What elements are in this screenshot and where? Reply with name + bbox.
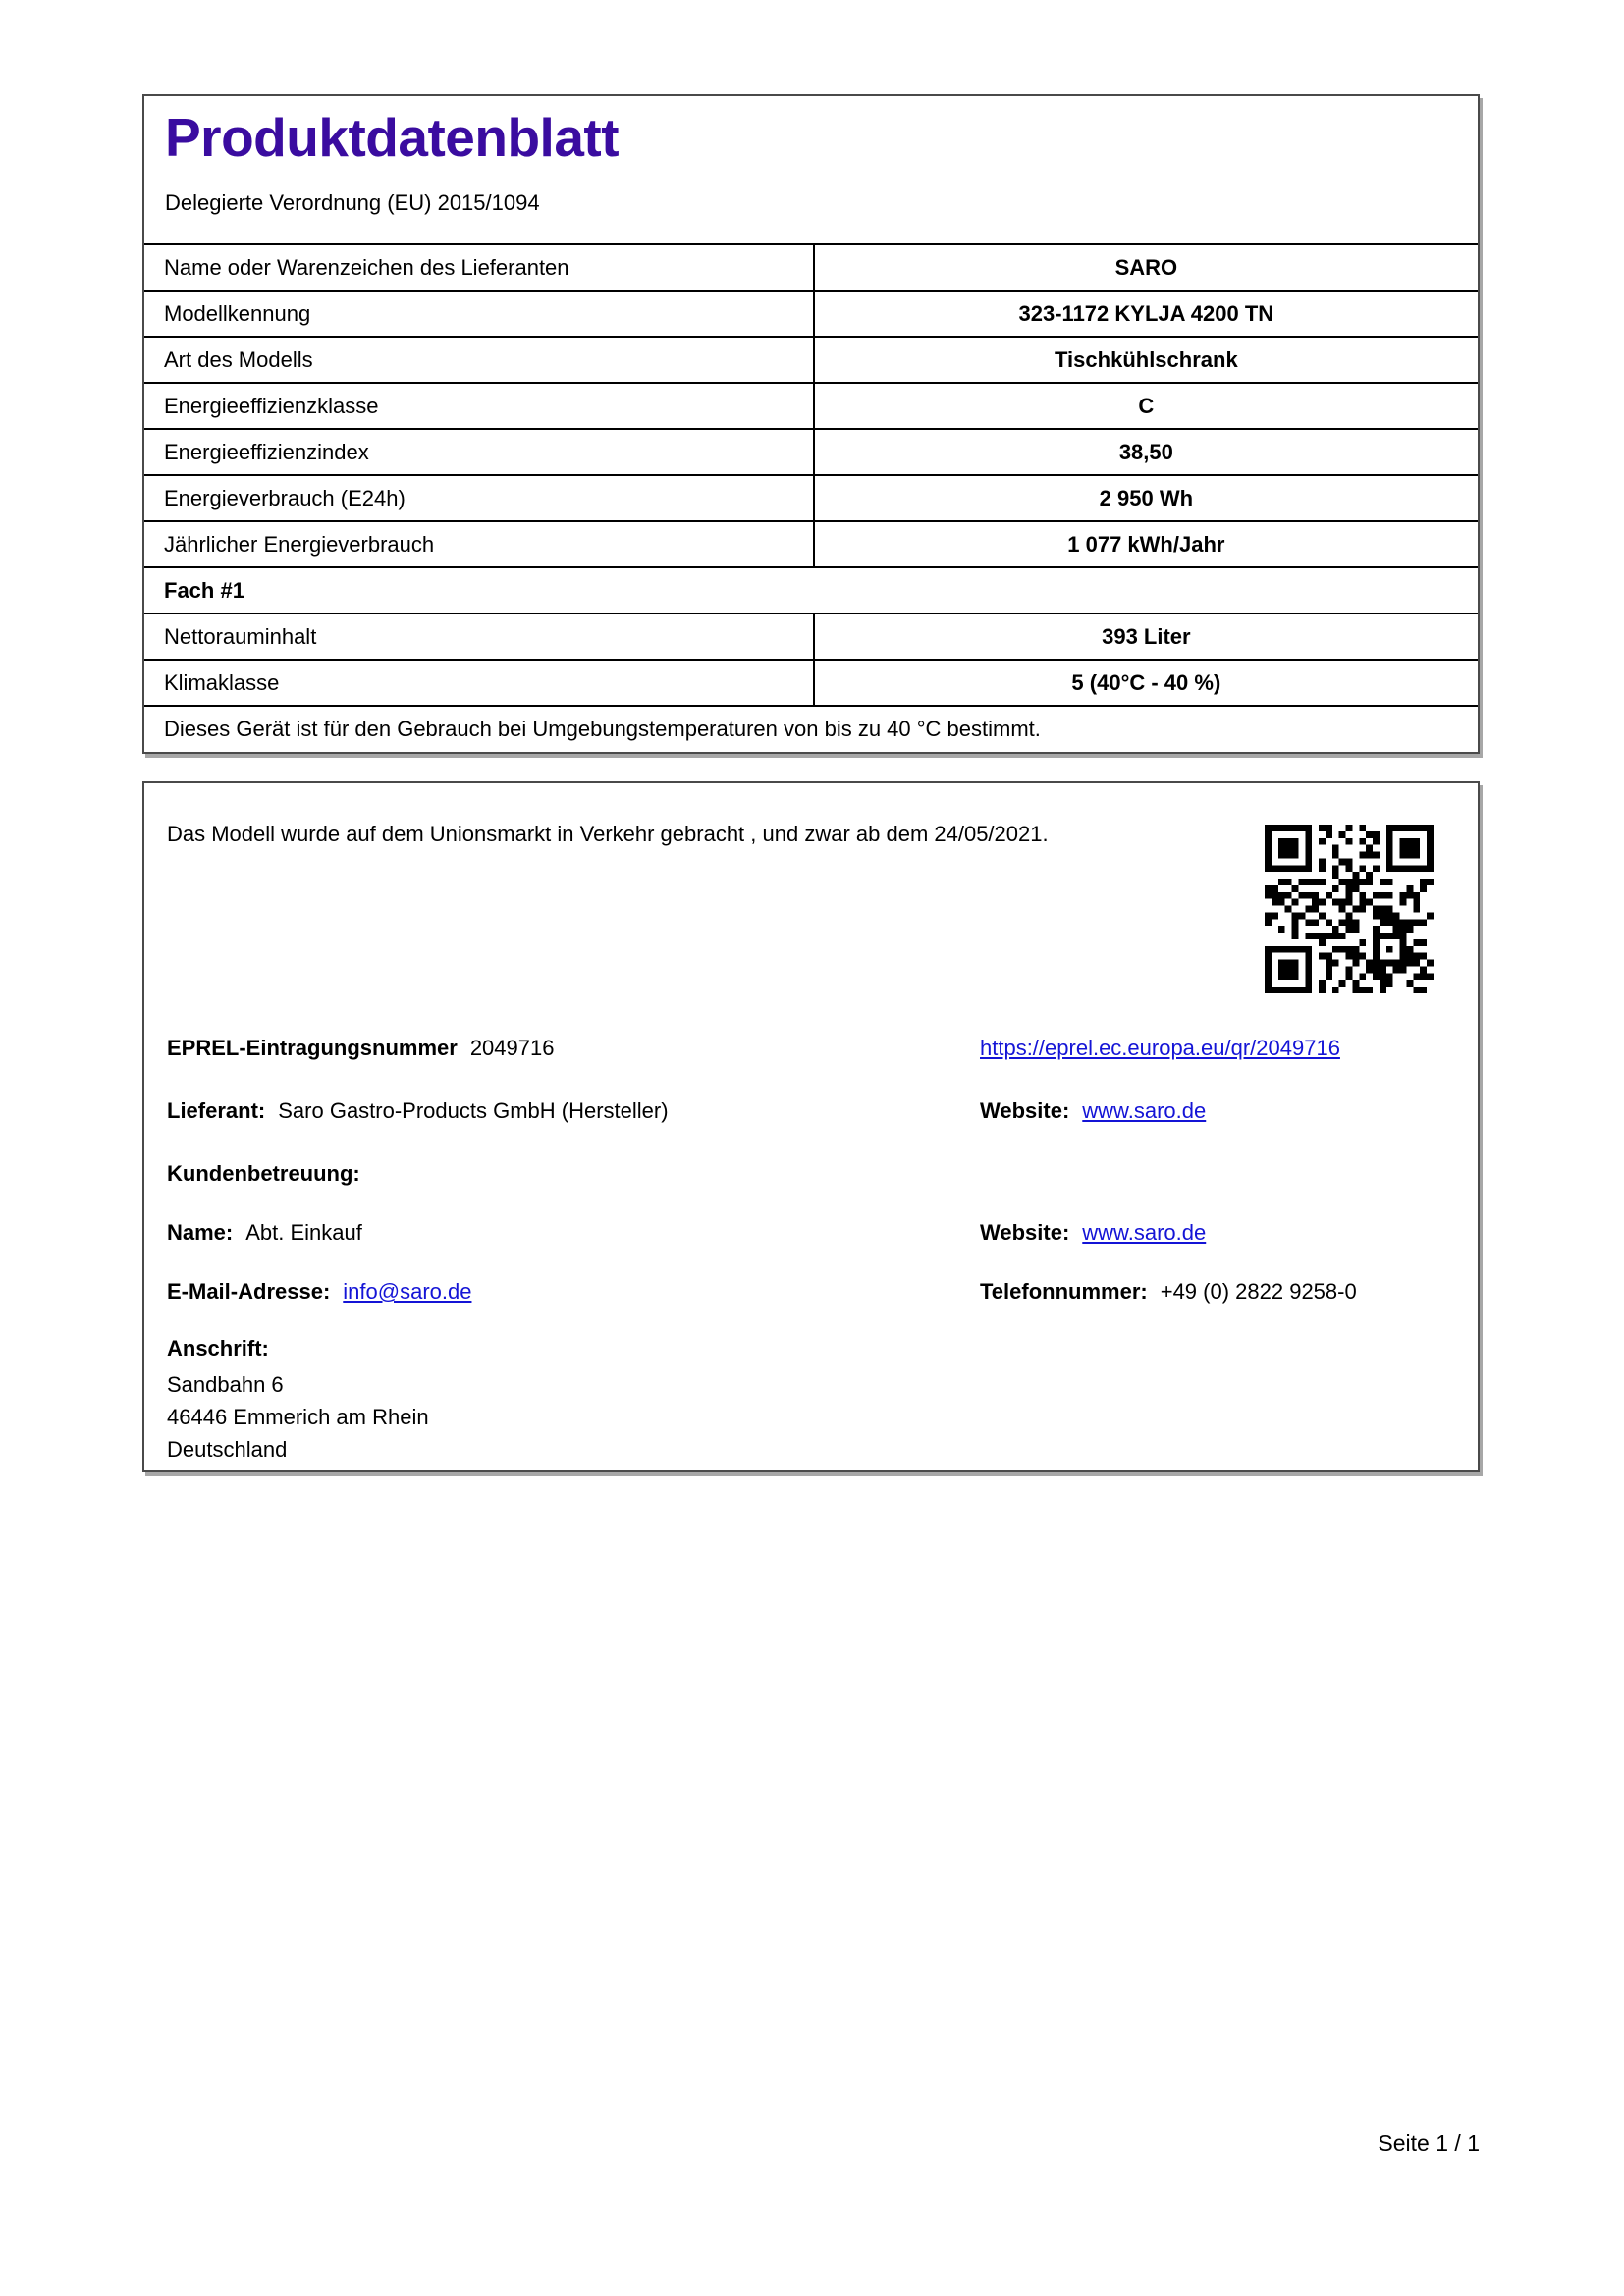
row-value: 393 Liter bbox=[814, 614, 1478, 660]
table-note-row bbox=[144, 706, 1478, 752]
row-value: 1 077 kWh/Jahr bbox=[814, 521, 1478, 567]
website-link-2[interactable]: www.saro.de bbox=[1082, 1220, 1207, 1245]
row-value: SARO bbox=[814, 244, 1478, 291]
table-row bbox=[144, 291, 1478, 337]
support-row bbox=[167, 1160, 1455, 1188]
row-value: 2 950 Wh bbox=[814, 475, 1478, 521]
regulation-subtitle: Delegierte Verordnung (EU) 2015/1094 bbox=[165, 189, 540, 215]
address-line: 46446 Emmerich am Rhein bbox=[167, 1405, 429, 1429]
eprel-label: EPREL-Eintragungsnummer bbox=[167, 1036, 458, 1060]
page-number: Seite 1 / 1 bbox=[1378, 2130, 1480, 2156]
address-line: Deutschland bbox=[167, 1437, 288, 1462]
address-block bbox=[167, 1335, 1455, 1466]
phone-number: +49 (0) 2822 9258-0 bbox=[1160, 1279, 1357, 1304]
eprel-link[interactable]: https://eprel.ec.europa.eu/qr/2049716 bbox=[980, 1036, 1340, 1060]
supplier-info-card bbox=[142, 781, 1480, 1472]
row-label: Art des Modells bbox=[144, 337, 814, 383]
eprel-row bbox=[167, 1035, 1455, 1062]
row-label: Energieeffizienzklasse bbox=[144, 383, 814, 429]
section-label: Fach #1 bbox=[144, 567, 1478, 614]
contact-name-row bbox=[167, 1219, 1455, 1247]
title-block bbox=[144, 96, 1478, 243]
website-label: Website: bbox=[980, 1098, 1070, 1123]
row-label: Modellkennung bbox=[144, 291, 814, 337]
qr-code-icon bbox=[1265, 825, 1434, 993]
spec-table bbox=[144, 243, 1478, 752]
table-section-row bbox=[144, 567, 1478, 614]
table-row bbox=[144, 244, 1478, 291]
table-row bbox=[144, 383, 1478, 429]
support-label: Kundenbetreuung: bbox=[167, 1161, 360, 1186]
row-label: Jährlicher Energieverbrauch bbox=[144, 521, 814, 567]
row-label: Nettorauminhalt bbox=[144, 614, 814, 660]
row-value: 323-1172 KYLJA 4200 TN bbox=[814, 291, 1478, 337]
market-placement-text: Das Modell wurde auf dem Unionsmarkt in Verkehr gebracht , und zwar ab dem 24/05/2021. bbox=[167, 822, 1049, 846]
supplier-name: Saro Gastro-Products GmbH (Hersteller) bbox=[278, 1098, 669, 1123]
contact-name-label: Name: bbox=[167, 1220, 234, 1245]
contact-name: Abt. Einkauf bbox=[245, 1220, 362, 1245]
email-label: E-Mail-Adresse: bbox=[167, 1279, 331, 1304]
row-label: Name oder Warenzeichen des Lieferanten bbox=[144, 244, 814, 291]
address-line: Sandbahn 6 bbox=[167, 1372, 284, 1397]
email-row bbox=[167, 1278, 1455, 1306]
table-row bbox=[144, 475, 1478, 521]
table-row bbox=[144, 337, 1478, 383]
note-text: Dieses Gerät ist für den Gebrauch bei Umgebungstemperaturen von bis zu 40 °C bestimmt. bbox=[144, 706, 1478, 752]
row-value: C bbox=[814, 383, 1478, 429]
product-datasheet-card bbox=[142, 94, 1480, 754]
website-label: Website: bbox=[980, 1220, 1070, 1245]
eprel-number: 2049716 bbox=[469, 1036, 555, 1060]
row-label: Energieeffizienzindex bbox=[144, 429, 814, 475]
address-label: Anschrift: bbox=[167, 1336, 269, 1361]
email-link[interactable]: info@saro.de bbox=[343, 1279, 472, 1304]
page-title: Produktdatenblatt bbox=[165, 107, 620, 168]
row-value: Tischkühlschrank bbox=[814, 337, 1478, 383]
table-row bbox=[144, 614, 1478, 660]
row-value: 5 (40°C - 40 %) bbox=[814, 660, 1478, 706]
phone-label: Telefonnummer: bbox=[980, 1279, 1148, 1304]
website-link[interactable]: www.saro.de bbox=[1082, 1098, 1207, 1123]
supplier-label: Lieferant: bbox=[167, 1098, 266, 1123]
row-label: Energieverbrauch (E24h) bbox=[144, 475, 814, 521]
table-row bbox=[144, 429, 1478, 475]
table-row bbox=[144, 660, 1478, 706]
table-row bbox=[144, 521, 1478, 567]
supplier-row bbox=[167, 1097, 1455, 1125]
row-value: 38,50 bbox=[814, 429, 1478, 475]
row-label: Klimaklasse bbox=[144, 660, 814, 706]
